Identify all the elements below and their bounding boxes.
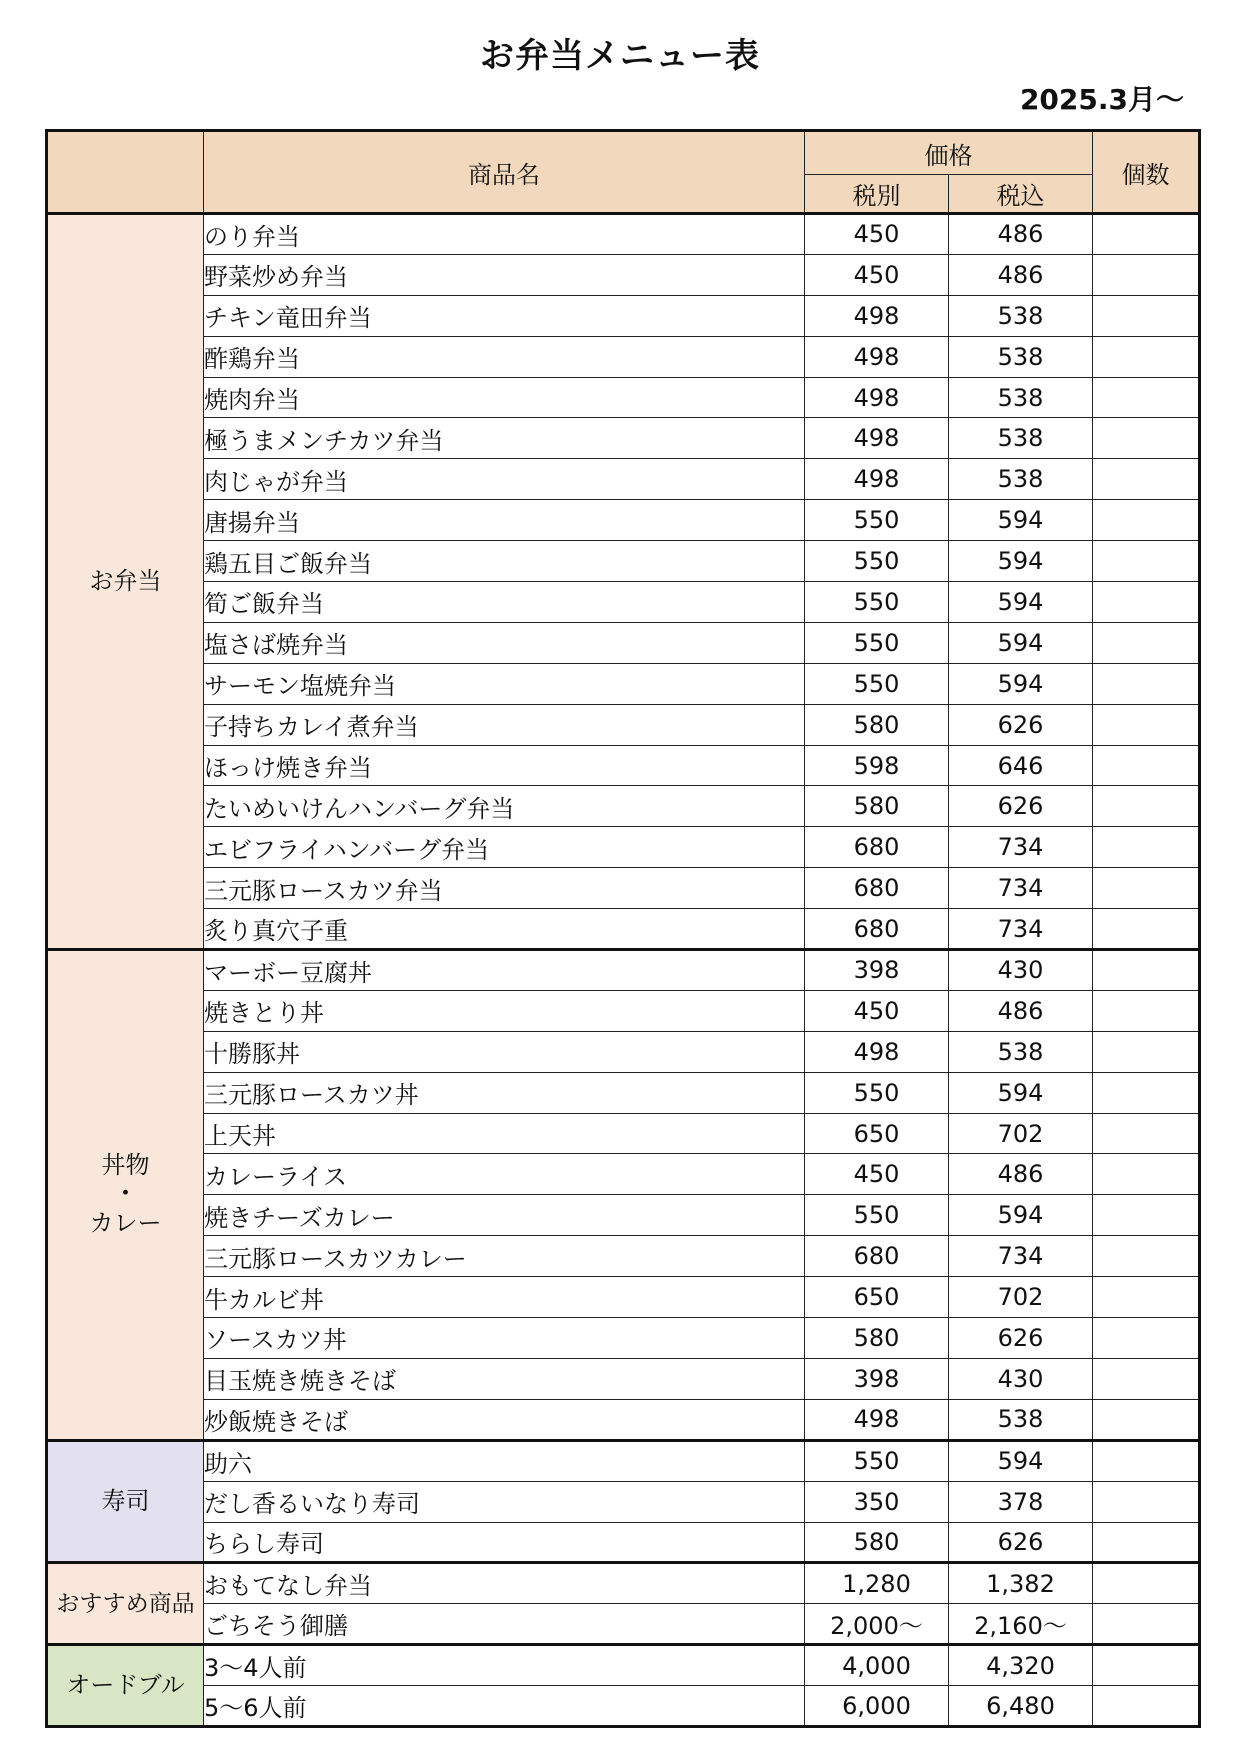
product-name: 三元豚ロースカツカレー xyxy=(204,1236,805,1277)
table-row xyxy=(47,418,1200,459)
quantity-cell[interactable] xyxy=(1093,582,1200,623)
category-label-line: オードブル xyxy=(66,1671,185,1700)
price-tax-excluded: 580 xyxy=(805,1318,949,1359)
price-tax-excluded: 398 xyxy=(805,1358,949,1399)
product-name: だし香るいなり寿司 xyxy=(204,1481,805,1522)
table-row xyxy=(47,1522,1200,1563)
price-tax-excluded: 680 xyxy=(805,1236,949,1277)
price-tax-excluded: 550 xyxy=(805,582,949,623)
product-name: サーモン塩焼弁当 xyxy=(204,663,805,704)
product-name: 筍ご飯弁当 xyxy=(204,582,805,623)
product-name: 助六 xyxy=(204,1440,805,1481)
quantity-cell[interactable] xyxy=(1093,500,1200,541)
price-tax-excluded: 550 xyxy=(805,1072,949,1113)
product-name: のり弁当 xyxy=(204,214,805,255)
quantity-cell[interactable] xyxy=(1093,295,1200,336)
product-name: たいめいけんハンバーグ弁当 xyxy=(204,786,805,827)
quantity-cell[interactable] xyxy=(1093,663,1200,704)
quantity-cell[interactable] xyxy=(1093,1154,1200,1195)
price-tax-included: 486 xyxy=(949,990,1093,1031)
price-tax-excluded: 680 xyxy=(805,868,949,909)
price-tax-included: 486 xyxy=(949,214,1093,255)
quantity-cell[interactable] xyxy=(1093,909,1200,950)
product-name: ほっけ焼き弁当 xyxy=(204,745,805,786)
price-tax-included: 538 xyxy=(949,1031,1093,1072)
product-name: チキン竜田弁当 xyxy=(204,295,805,336)
quantity-cell[interactable] xyxy=(1093,1399,1200,1440)
category-label xyxy=(56,1591,194,1617)
price-tax-included: 486 xyxy=(949,254,1093,295)
price-tax-excluded: 350 xyxy=(805,1481,949,1522)
product-name: 3～4人前 xyxy=(204,1645,805,1686)
price-tax-included: 430 xyxy=(949,1358,1093,1399)
price-tax-excluded: 450 xyxy=(805,254,949,295)
price-tax-excluded: 4,000 xyxy=(805,1645,949,1686)
header-price: 価格 xyxy=(805,131,1093,175)
price-tax-included: 594 xyxy=(949,582,1093,623)
quantity-cell[interactable] xyxy=(1093,214,1200,255)
price-tax-included: 626 xyxy=(949,704,1093,745)
price-tax-included: 594 xyxy=(949,1072,1093,1113)
table-row xyxy=(47,909,1200,950)
price-tax-excluded: 550 xyxy=(805,622,949,663)
quantity-cell[interactable] xyxy=(1093,868,1200,909)
quantity-cell[interactable] xyxy=(1093,1440,1200,1481)
price-tax-included: 4,320 xyxy=(949,1645,1093,1686)
price-tax-included: 538 xyxy=(949,295,1093,336)
price-tax-included: 538 xyxy=(949,418,1093,459)
product-name: ごちそう御膳 xyxy=(204,1604,805,1645)
category-label xyxy=(102,1488,150,1516)
category-cell xyxy=(47,1563,204,1645)
category-label-line: 寿司 xyxy=(101,1487,150,1516)
price-tax-excluded: 680 xyxy=(805,827,949,868)
product-name: ちらし寿司 xyxy=(204,1522,805,1563)
menu-group xyxy=(47,1645,1200,1727)
price-tax-included: 538 xyxy=(949,336,1093,377)
price-tax-included: 486 xyxy=(949,1154,1093,1195)
price-tax-included: 734 xyxy=(949,868,1093,909)
price-tax-included: 702 xyxy=(949,1277,1093,1318)
quantity-cell[interactable] xyxy=(1093,786,1200,827)
product-name: 三元豚ロースカツ弁当 xyxy=(204,868,805,909)
quantity-cell[interactable] xyxy=(1093,745,1200,786)
product-name: 極うまメンチカツ弁当 xyxy=(204,418,805,459)
quantity-cell[interactable] xyxy=(1093,990,1200,1031)
quantity-cell[interactable] xyxy=(1093,1604,1200,1645)
price-tax-excluded: 450 xyxy=(805,1154,949,1195)
table-row xyxy=(47,1236,1200,1277)
price-tax-excluded: 450 xyxy=(805,214,949,255)
price-tax-excluded: 580 xyxy=(805,786,949,827)
price-tax-excluded: 450 xyxy=(805,990,949,1031)
header-product-name: 商品名 xyxy=(204,131,805,214)
table-row xyxy=(47,704,1200,745)
table-row xyxy=(47,786,1200,827)
price-tax-excluded: 550 xyxy=(805,1195,949,1236)
price-tax-excluded: 498 xyxy=(805,459,949,500)
page-title: お弁当メニュー表 xyxy=(480,36,760,76)
table-row xyxy=(47,1195,1200,1236)
product-name: 鶏五目ご飯弁当 xyxy=(204,541,805,582)
quantity-cell[interactable] xyxy=(1093,336,1200,377)
table-row xyxy=(47,1481,1200,1522)
menu-table xyxy=(45,129,1201,1728)
price-tax-excluded: 6,000 xyxy=(805,1686,949,1727)
table-row xyxy=(47,1358,1200,1399)
product-name: 唐揚弁当 xyxy=(204,500,805,541)
table-header xyxy=(47,131,1200,214)
product-name: 肉じゃが弁当 xyxy=(204,459,805,500)
product-name: 牛カルビ丼 xyxy=(204,1277,805,1318)
price-tax-included: 594 xyxy=(949,622,1093,663)
menu-group xyxy=(47,1563,1200,1645)
quantity-cell[interactable] xyxy=(1093,1318,1200,1359)
price-tax-included: 594 xyxy=(949,541,1093,582)
price-tax-excluded: 2,000～ xyxy=(805,1604,949,1645)
product-name: 炒飯焼きそば xyxy=(204,1399,805,1440)
product-name: 十勝豚丼 xyxy=(204,1031,805,1072)
table-row xyxy=(47,1440,1200,1481)
quantity-cell[interactable] xyxy=(1093,418,1200,459)
product-name: 焼きとり丼 xyxy=(204,990,805,1031)
product-name: ソースカツ丼 xyxy=(204,1318,805,1359)
price-tax-included: 6,480 xyxy=(949,1686,1093,1727)
price-tax-excluded: 580 xyxy=(805,1522,949,1563)
table-row xyxy=(47,541,1200,582)
price-tax-excluded: 550 xyxy=(805,1440,949,1481)
quantity-cell[interactable] xyxy=(1093,1236,1200,1277)
quantity-cell[interactable] xyxy=(1093,1563,1200,1604)
quantity-cell[interactable] xyxy=(1093,541,1200,582)
product-name: 三元豚ロースカツ丼 xyxy=(204,1072,805,1113)
table-row xyxy=(47,1277,1200,1318)
price-tax-excluded: 498 xyxy=(805,377,949,418)
table-row xyxy=(47,1113,1200,1154)
category-label-line: おすすめ商品 xyxy=(56,1590,195,1617)
price-tax-included: 646 xyxy=(949,745,1093,786)
table-row xyxy=(47,295,1200,336)
header-price-tax-included: 税込 xyxy=(949,175,1093,214)
table-row xyxy=(47,254,1200,295)
category-separator: ・ xyxy=(112,1178,139,1209)
table-row xyxy=(47,1604,1200,1645)
table-row xyxy=(47,500,1200,541)
quantity-cell[interactable] xyxy=(1093,1358,1200,1399)
product-name: 目玉焼き焼きそば xyxy=(204,1358,805,1399)
category-label-line: カレー xyxy=(89,1208,162,1237)
quantity-cell[interactable] xyxy=(1093,377,1200,418)
quantity-cell[interactable] xyxy=(1093,1195,1200,1236)
product-name: おもてなし弁当 xyxy=(204,1563,805,1604)
header-category xyxy=(47,131,204,214)
table-row xyxy=(47,1154,1200,1195)
table-row xyxy=(47,377,1200,418)
product-name: 上天丼 xyxy=(204,1113,805,1154)
header-quantity: 個数 xyxy=(1093,131,1200,214)
category-cell xyxy=(47,214,204,950)
price-tax-excluded: 498 xyxy=(805,418,949,459)
price-tax-excluded: 550 xyxy=(805,541,949,582)
price-tax-included: 2,160～ xyxy=(949,1604,1093,1645)
table-row xyxy=(47,1318,1200,1359)
price-tax-included: 1,382 xyxy=(949,1563,1093,1604)
price-tax-included: 378 xyxy=(949,1481,1093,1522)
table-row xyxy=(47,1645,1200,1686)
table-row xyxy=(47,1686,1200,1727)
table-row xyxy=(47,663,1200,704)
table-row xyxy=(47,214,1200,255)
price-tax-included: 734 xyxy=(949,827,1093,868)
table-row xyxy=(47,336,1200,377)
category-label-line: 丼物 xyxy=(101,1151,150,1180)
quantity-cell[interactable] xyxy=(1093,1522,1200,1563)
quantity-cell[interactable] xyxy=(1093,1481,1200,1522)
table-row xyxy=(47,827,1200,868)
price-tax-included: 594 xyxy=(949,663,1093,704)
category-cell xyxy=(47,1645,204,1727)
price-tax-included: 734 xyxy=(949,909,1093,950)
price-tax-included: 430 xyxy=(949,950,1093,991)
table-row xyxy=(47,622,1200,663)
product-name: エビフライハンバーグ弁当 xyxy=(204,827,805,868)
price-tax-excluded: 580 xyxy=(805,704,949,745)
price-tax-excluded: 550 xyxy=(805,500,949,541)
price-tax-included: 594 xyxy=(949,500,1093,541)
header-price-tax-excluded: 税別 xyxy=(805,175,949,214)
quantity-cell[interactable] xyxy=(1093,950,1200,991)
price-tax-excluded: 498 xyxy=(805,1399,949,1440)
price-tax-excluded: 398 xyxy=(805,950,949,991)
price-tax-excluded: 598 xyxy=(805,745,949,786)
price-tax-included: 594 xyxy=(949,1440,1093,1481)
table-row xyxy=(47,868,1200,909)
price-tax-included: 626 xyxy=(949,1318,1093,1359)
category-cell xyxy=(47,1440,204,1563)
quantity-cell[interactable] xyxy=(1093,827,1200,868)
quantity-cell[interactable] xyxy=(1093,1072,1200,1113)
price-tax-excluded: 650 xyxy=(805,1113,949,1154)
table-row xyxy=(47,1399,1200,1440)
table-row xyxy=(47,459,1200,500)
table-row xyxy=(47,950,1200,991)
product-name: 焼きチーズカレー xyxy=(204,1195,805,1236)
menu-group xyxy=(47,1440,1200,1563)
price-tax-excluded: 680 xyxy=(805,909,949,950)
product-name: 子持ちカレイ煮弁当 xyxy=(204,704,805,745)
price-tax-included: 538 xyxy=(949,459,1093,500)
quantity-cell[interactable] xyxy=(1093,1686,1200,1727)
table-row xyxy=(47,1563,1200,1604)
price-tax-excluded: 498 xyxy=(805,336,949,377)
category-label xyxy=(90,568,162,596)
product-name: 塩さば焼弁当 xyxy=(204,622,805,663)
product-name: マーボー豆腐丼 xyxy=(204,950,805,991)
price-tax-excluded: 498 xyxy=(805,295,949,336)
price-tax-excluded: 650 xyxy=(805,1277,949,1318)
price-tax-included: 702 xyxy=(949,1113,1093,1154)
quantity-cell[interactable] xyxy=(1093,459,1200,500)
quantity-cell[interactable] xyxy=(1093,1031,1200,1072)
product-name: 焼肉弁当 xyxy=(204,377,805,418)
price-tax-included: 538 xyxy=(949,1399,1093,1440)
menu-group xyxy=(47,950,1200,1441)
quantity-cell[interactable] xyxy=(1093,1113,1200,1154)
quantity-cell[interactable] xyxy=(1093,1645,1200,1686)
effective-date: 2025.3月～ xyxy=(1019,83,1184,116)
price-tax-excluded: 498 xyxy=(805,1031,949,1072)
menu-group xyxy=(47,214,1200,950)
table-row xyxy=(47,990,1200,1031)
product-name: 炙り真穴子重 xyxy=(204,909,805,950)
category-label xyxy=(66,1672,184,1700)
price-tax-included: 626 xyxy=(949,786,1093,827)
product-name: 野菜炒め弁当 xyxy=(204,254,805,295)
price-tax-included: 734 xyxy=(949,1236,1093,1277)
table-row xyxy=(47,1031,1200,1072)
price-tax-excluded: 1,280 xyxy=(805,1563,949,1604)
category-cell xyxy=(47,950,204,1441)
quantity-cell[interactable] xyxy=(1093,1277,1200,1318)
quantity-cell[interactable] xyxy=(1093,704,1200,745)
product-name: 5～6人前 xyxy=(204,1686,805,1727)
quantity-cell[interactable] xyxy=(1093,254,1200,295)
product-name: カレーライス xyxy=(204,1154,805,1195)
category-label-line: お弁当 xyxy=(89,567,162,596)
table-row xyxy=(47,1072,1200,1113)
price-tax-included: 538 xyxy=(949,377,1093,418)
table-row xyxy=(47,582,1200,623)
product-name: 酢鶏弁当 xyxy=(204,336,805,377)
price-tax-included: 626 xyxy=(949,1522,1093,1563)
quantity-cell[interactable] xyxy=(1093,622,1200,663)
price-tax-excluded: 550 xyxy=(805,663,949,704)
table-row xyxy=(47,745,1200,786)
category-label xyxy=(90,1152,162,1237)
price-tax-included: 594 xyxy=(949,1195,1093,1236)
